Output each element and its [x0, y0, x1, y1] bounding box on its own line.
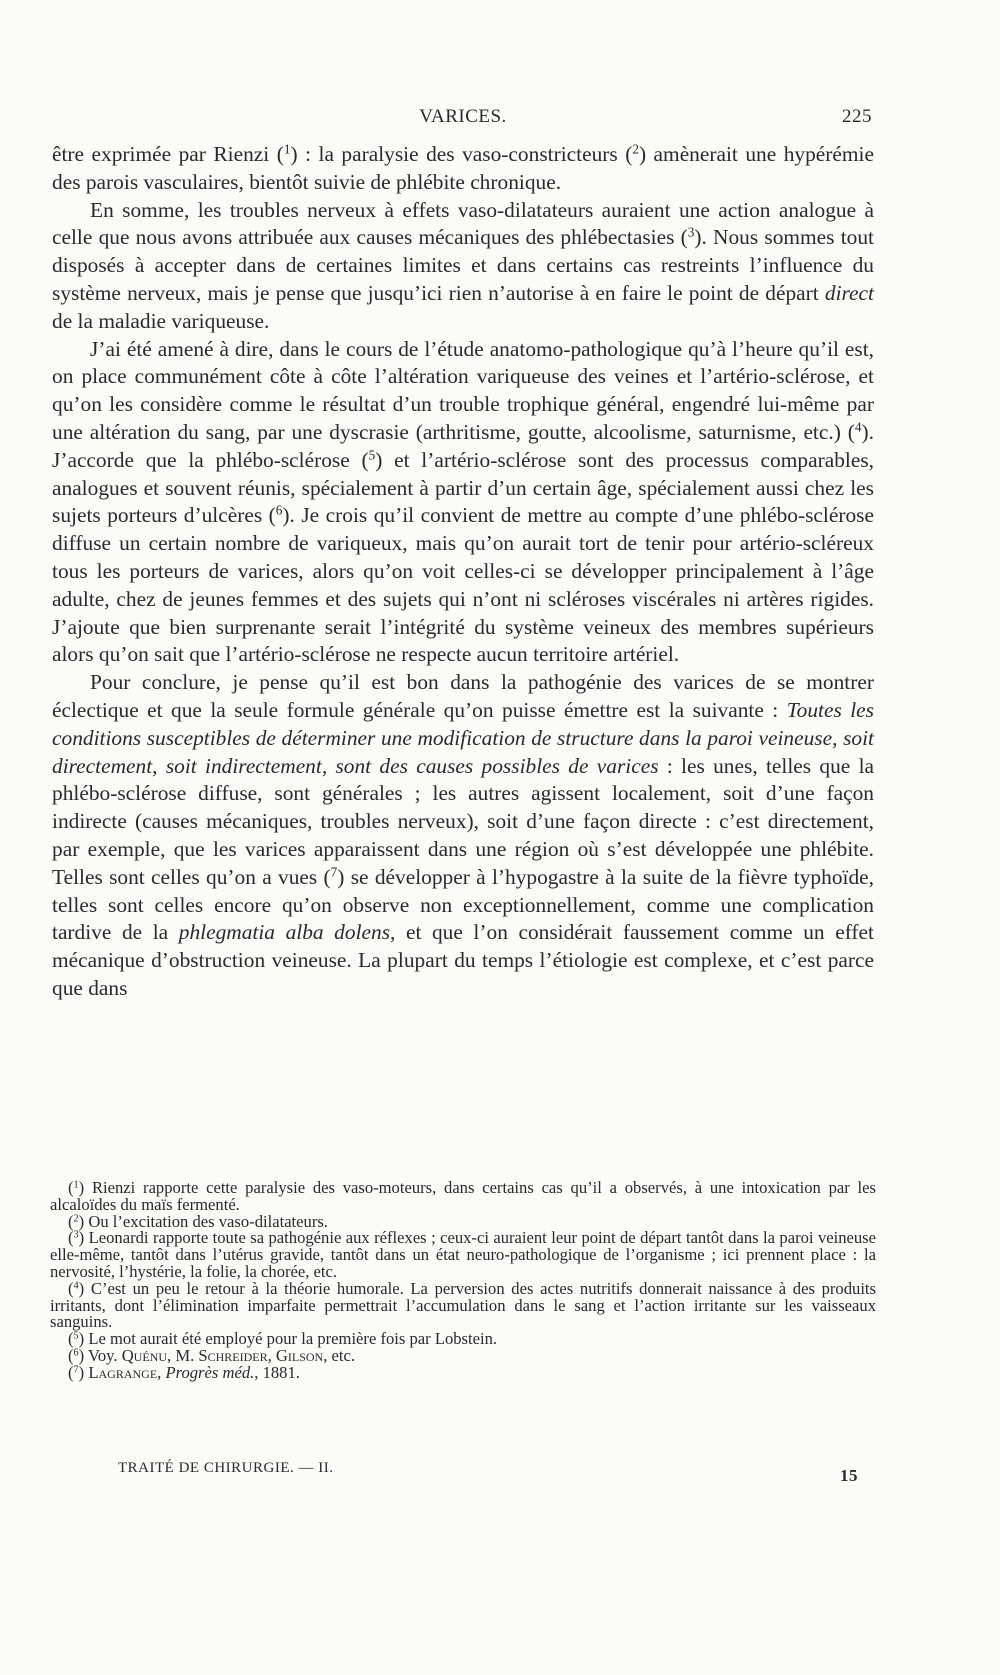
text-run: ). J’accorde que la phlébo-sclérose ( — [52, 419, 874, 472]
text-run: être exprimée par Rienzi ( — [52, 142, 284, 166]
page-footer — [118, 1460, 858, 1490]
running-title: VARICES. — [419, 106, 507, 127]
text-run: ) se développer à l’hypogastre à la suite de la fièvre typhoïde, telles sont celles encore qu’on observe non exceptionnellement, comme une complication tardive de la — [52, 864, 874, 945]
text-run: , 1881. — [254, 1362, 300, 1382]
footnote-ref: 1 — [283, 141, 291, 157]
text-run: de la maladie variqueuse. — [52, 308, 270, 333]
text-run: ) — [78, 1362, 89, 1382]
text-run: , — [267, 1345, 276, 1365]
author-name: Lagrange — [88, 1362, 158, 1382]
text-run: ) amènerait une hypérémie des parois vasculaires, bientôt suivie de phlébite chronique. — [52, 142, 874, 194]
running-header — [54, 106, 872, 136]
footnote — [50, 1180, 876, 1214]
text-run: ) Leonardi rapporte toute sa pathogénie aux réflexes ; ceux-ci auraient leur point de départ tantôt dans la paroi veineuse elle-même, tantôt dans l’utérus gravide, tantôt dans un état neuro-pathologique de l’organisme ; ici prennent place : la nervosité, l’hystérie, la folie, la chorée, etc. — [50, 1228, 876, 1281]
text-run: ( — [68, 1278, 74, 1298]
footnote-ref: 7 — [330, 864, 338, 880]
paragraph — [52, 197, 874, 336]
signature-mark: 15 — [840, 1466, 858, 1485]
footnote-ref: 4 — [854, 419, 862, 435]
body-text — [52, 141, 874, 1003]
text-run: , et que l’on considérait faussement comme un effet mécanique d’obstruction veineuse. La plupart du temps l’étiologie est complexe, et c’est parce que dans — [52, 920, 874, 1000]
text-run: ). Nous sommes tout disposés à accepter dans de certaines limites et dans certains cas restreints l’influence du système nerveux, mais je pense que jusqu’ici rien n’autorise à en faire le point de départ — [52, 225, 874, 305]
footnote-ref: 2 — [73, 1212, 79, 1224]
paragraph — [52, 336, 874, 670]
footnote — [50, 1362, 876, 1382]
footnote — [50, 1278, 876, 1332]
footnote-ref: 7 — [73, 1364, 79, 1376]
footnotes — [50, 1180, 876, 1382]
footnote-ref: 2 — [632, 141, 639, 157]
author-name: Quénu — [121, 1345, 168, 1365]
text-run: : les unes, telles que la phlébo-sclérose diffuse, sont générales ; les autres agissent localement, soit d’une façon indirecte (causes mécaniques, troubles nerveux), soit d’une façon directe : c’est directement, par exemple, que les varices apparaissent dans une région où s’est développée une phlébite. Telles sont celles qu’on a vues ( — [52, 753, 875, 889]
book-title-footer: TRAITÉ DE CHIRURGIE. — II. — [118, 1460, 334, 1476]
author-name: Gilson — [275, 1345, 324, 1365]
italic-text: Toutes les conditions susceptibles de déterminer une modification de structure dans la paroi veineuse, soit directement, soit indirectement, sont des causes possibles de varices — [52, 697, 874, 778]
text-run: ( — [68, 1178, 74, 1197]
text-run: ) Le mot aurait été employé pour la première fois par Lobstein. — [78, 1329, 498, 1349]
text-run: ( — [68, 1211, 74, 1231]
text-run: Pour conclure, je pense qu’il est bon dans la pathogénie des varices de se montrer éclectique et que la seule formule générale qu’on puisse émettre est la suivante : — [52, 670, 874, 722]
author-name: Schreider — [198, 1345, 268, 1365]
text-run: ) Voy. — [78, 1345, 122, 1365]
footnote-ref: 1 — [73, 1179, 79, 1191]
text-run: ) Rienzi rapporte cette paralysie des vaso-moteurs, dans certains cas qu’il a observés, à une intoxication par les alcaloïdes du maïs fermenté. — [50, 1178, 876, 1214]
paragraph — [52, 141, 874, 197]
text-run: ) et l’artério-sclérose sont des processus comparables, analogues et souvent réunis, spécialement à partir d’un certain âge, spécialement aussi chez les sujets porteurs d’ulcères ( — [52, 447, 874, 528]
text-run: ( — [68, 1329, 74, 1349]
footnote — [50, 1230, 876, 1280]
text-run: J’ai été amené à dire, dans le cours de l’étude anatomo-pathologique qu’à l’heure qu’il est, on place communément côte à côte l’altération variqueuse des veines et l’artério-sclérose, et qu’on les considère comme le résultat d’un trouble trophique général, engendré lui-même par une altération du sang, par une dyscrasie (arthritisme, goutte, alcoolisme, saturnisme, etc.) ( — [52, 336, 874, 444]
footnote-ref: 4 — [73, 1280, 79, 1292]
text-run: ) Ou l’excitation des vaso-dilatateurs. — [78, 1211, 328, 1231]
footnote-ref: 6 — [73, 1347, 79, 1359]
footnote-ref: 3 — [687, 225, 695, 241]
footnote-ref: 5 — [368, 447, 376, 463]
italic-text: Progrès méd. — [165, 1362, 255, 1382]
footnote-ref: 3 — [73, 1229, 79, 1241]
paragraph — [52, 669, 874, 1003]
text-run: ). Je crois qu’il convient de mettre au compte d’une phlébo-sclérose diffuse un certain nombre de variqueux, mais qu’on aurait tort de tenir pour artério-scléreux tous les porteurs de varices, alors qu’on voit celles-ci se développer principalement à l’âge adulte, chez de jeunes femmes et des sujets qui n’ont ni scléroses viscérales ni artères rigides. J’ajoute que bien surprenante serait l’intégrité du système veineux des membres supérieurs alors qu’on sait que l’artério-sclérose ne respecte aucun territoire artériel. — [52, 503, 874, 667]
text-run: En somme, les troubles nerveux à effets vaso-dilatateurs auraient une action analogue à celle que nous avons attribuée aux causes mécaniques des phlébectasies ( — [52, 197, 874, 250]
text-run: , etc. — [323, 1345, 356, 1365]
text-run: ( — [68, 1228, 74, 1248]
italic-text: direct — [824, 280, 874, 305]
page-number: 225 — [842, 106, 872, 127]
text-run: , — [157, 1362, 166, 1382]
text-run: ( — [68, 1362, 74, 1382]
footnote-ref: 5 — [73, 1330, 79, 1342]
text-run: ) C’est un peu le retour à la théorie humorale. La perversion des actes nutritifs donnerait naissance à des produits irritants, dont l’élimination imparfaite permettrait l’accumulation dans le sang et l’action irritante sur les vaisseaux sanguins. — [50, 1278, 876, 1332]
footnote-ref: 6 — [275, 503, 283, 519]
italic-text: phlegmatia alba dolens — [178, 920, 391, 945]
text-run: ) : la paralysie des vaso-constricteurs ( — [290, 142, 633, 166]
text-run: ( — [68, 1345, 74, 1365]
text-run: , M. — [167, 1345, 199, 1365]
